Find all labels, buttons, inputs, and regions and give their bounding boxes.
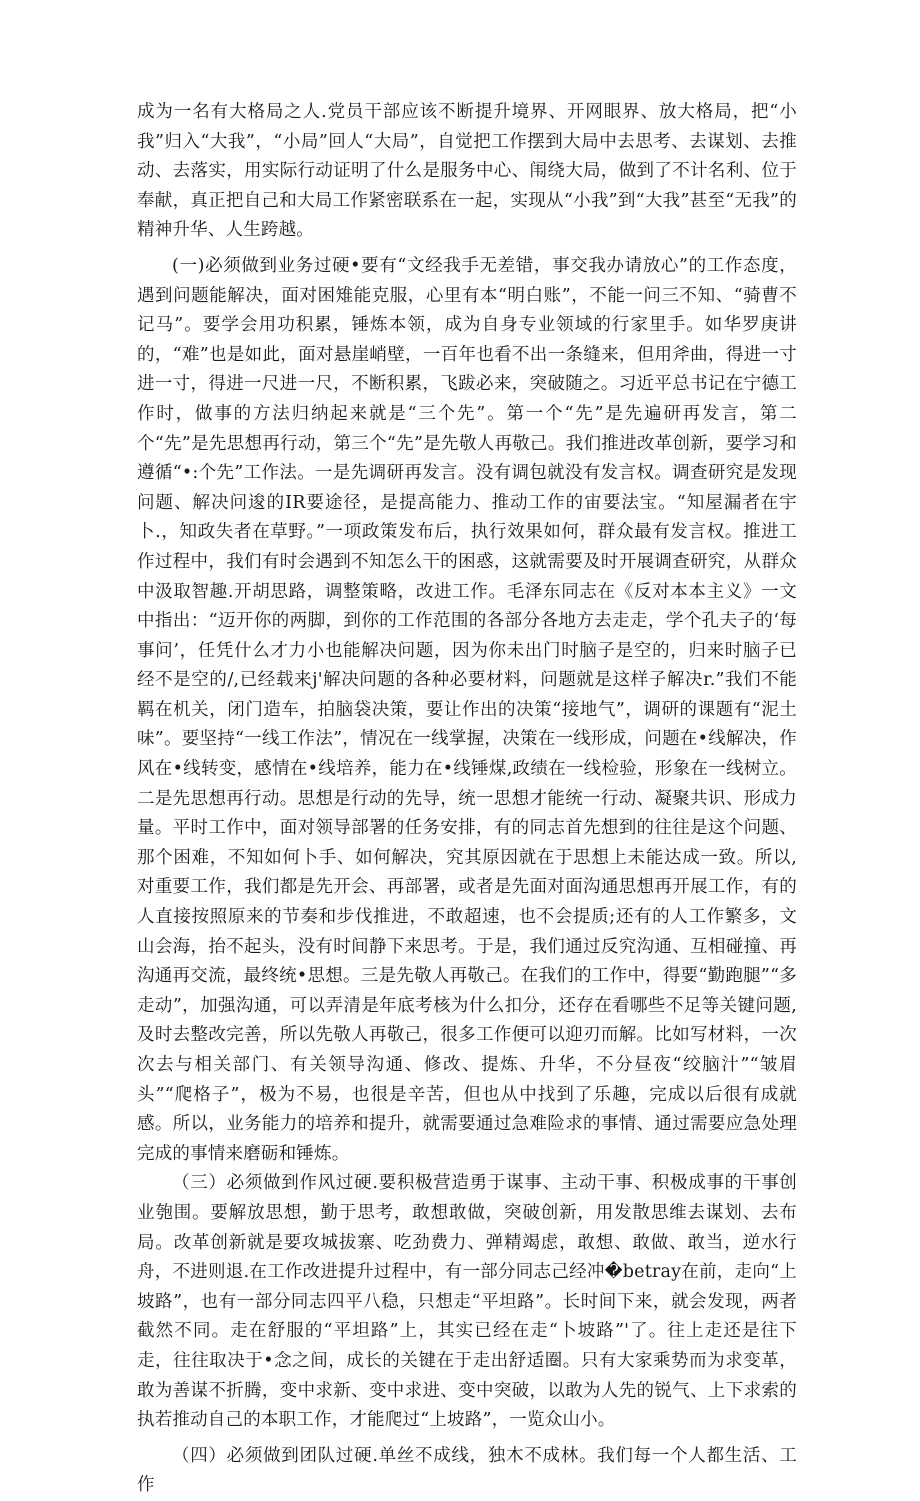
paragraph-section-team: （四）必须做到团队过硬.单丝不成线，独木不成林。我们每一个人都生活、工作 <box>137 1445 797 1496</box>
paragraph-section-style: （三）必须做到作风过硬.要积极营造勇于谋事、主动干事、积极成事的干事创业匏围。要解放思想，勤于思考，敢想敢做，突破创新，用发散思维去谋划、去布局。改革创新就是要攻城拔寨、吃劲费力、弹精竭虑，敢想、敢做、敢当，逆水行舟，不进则退.在工作改进提升过程中，有一部分同志己经冲�betray在前，走向“上坡路”，也有一部分同志四平八稳，只想走“平坦路”。长时间下来，就会发现，两者截然不同。走在舒服的“平坦路”上，其实已经在走“卜坡路”'了。往上走还是往下走，往往取决于•念之间，成长的关键在于走出舒适圈。只有大家乘势而为求变革，敢为善谋不折腾，变中求新、变中求进、变中突破，以敢为人先的锐气、上下求索的执若推动自己的本职工作，才能爬过“上坡路”，一览众山小。 <box>137 1173 797 1431</box>
paragraph-intro: 成为一名有大格局之人.党员干部应该不断提升境界、开网眼界、放大格局，把“小我”归入“大我”，“小局”回人“大局”，自觉把工作摆到大局中去思考、去谋划、去推动、去落实，用实际行动证明了什么是服务中心、闱绕大局，做到了不计名利、位于奉献，真正把自己和大局工作紧密联系在一起，实现从“小我”到“大我”甚至“无我”的精神升华、人生跨越。 <box>137 102 797 241</box>
document-page <box>137 98 797 1501</box>
paragraph-section-business: (一)必须做到业务过硬•要有“文经我手无差错，事交我办请放心”的工作态度，遇到问题能解决，面对困雉能克服，心里有本“明白账”，不能一问三不知、“骑曹不记马”。要学会用功积累，锤炼本领，成为自身专业领域的行家里手。如华罗庚讲的，“难”也是如此，面对悬崖峭壁，一百年也看不出一条缝来，但用斧曲，得进一寸进一寸，得进一尺进一尺，不断积累，飞跋必来，突破随之。习近平总书记在宁德工作时，做事的方法归纳起来就是“三个先”。第一个“先”是先遍研再发言，第二个“先”是先思想再行动，第三个“先”是先敬人再敬己。我们推进改革创新，要学习和遵循“•:个先”工作法。一是先调研再发言。没有调包就没有发言权。调查研究是发现问题、解决问逡的IR要途径，是提高能力、推动工作的宙要法宝。“知屋漏者在宇卜.，知政失者在草野。”一项政策发布后，执行效果如何，群众最有发言权。推进工作过程中，我们有时会遇到不知怎么干的困惑，这就需要及时开展调查研究，从群众中汲取智趣.开胡思路，调整策略，改进工作。毛泽东同志在《反对本本主义》一文中指出：“迈开你的两脚，到你的工作范围的各部分各地方去走走，学个孔夫子的‘每事问’，任凭什么才力小也能解决问题，因为你未出门时脑子是空的，归来时脑子已经不是空的/,已经载来j'解决问题的各种必要材料，问题就是这样子解决r.”我们不能羁在机关，闭门造车，拍脑袋决策，要让作出的决策“接地气”，调研的课题有“泥土味”。要坚持“一线工作法”，情况在一线掌握，决策在一线形成，问题在•线解决，作风在•线转变，感情在•线培养，能力在•线锤煤,政绩在一线检验，形象在一线树立。二是先思想再行动。思想是行动的先导，统一思想才能统一行动、凝聚共识、形成力量。平时工作中，面对领导部署的任务安排，有的同志首先想到的往往是这个问题、那个困难，不知如何卜手、如何解决，究其原因就在于思想上未能达成一致。所以,对重要工作，我们都是先开会、再部署，或者是先面对面沟通思想再开展工作，有的人直接按照原来的节奏和步伐推进，不敢超速，也不会提质;还有的人工作繁多，文山会海，抬不起头，没有时间静下来思考。于是，我们通过反究沟通、互相碰撞、再沟通再交流，最终统•思想。三是先敬人再敬己。在我们的工作中，得要“勤跑腿”“多走动”，加强沟通，可以弄清是年底考核为什么扣分，还存在看哪些不足等关键问题,及时去整改完善，所以先敬人再敬己，很多工作便可以迎刃而解。比如写材料，一次次去与相关部门、有关领导沟通、修改、提炼、升华，不分昼夜“绞脑汁”“皱眉头”“爬格子”，极为不易，也很是辛苦，但也从中找到了乐趣，完成以后很有成就感。所以，业务能力的培养和提升，就需要通过急难险求的事情、通过需要应急处理完成的事情来磨砺和锤炼。 <box>137 255 797 1164</box>
